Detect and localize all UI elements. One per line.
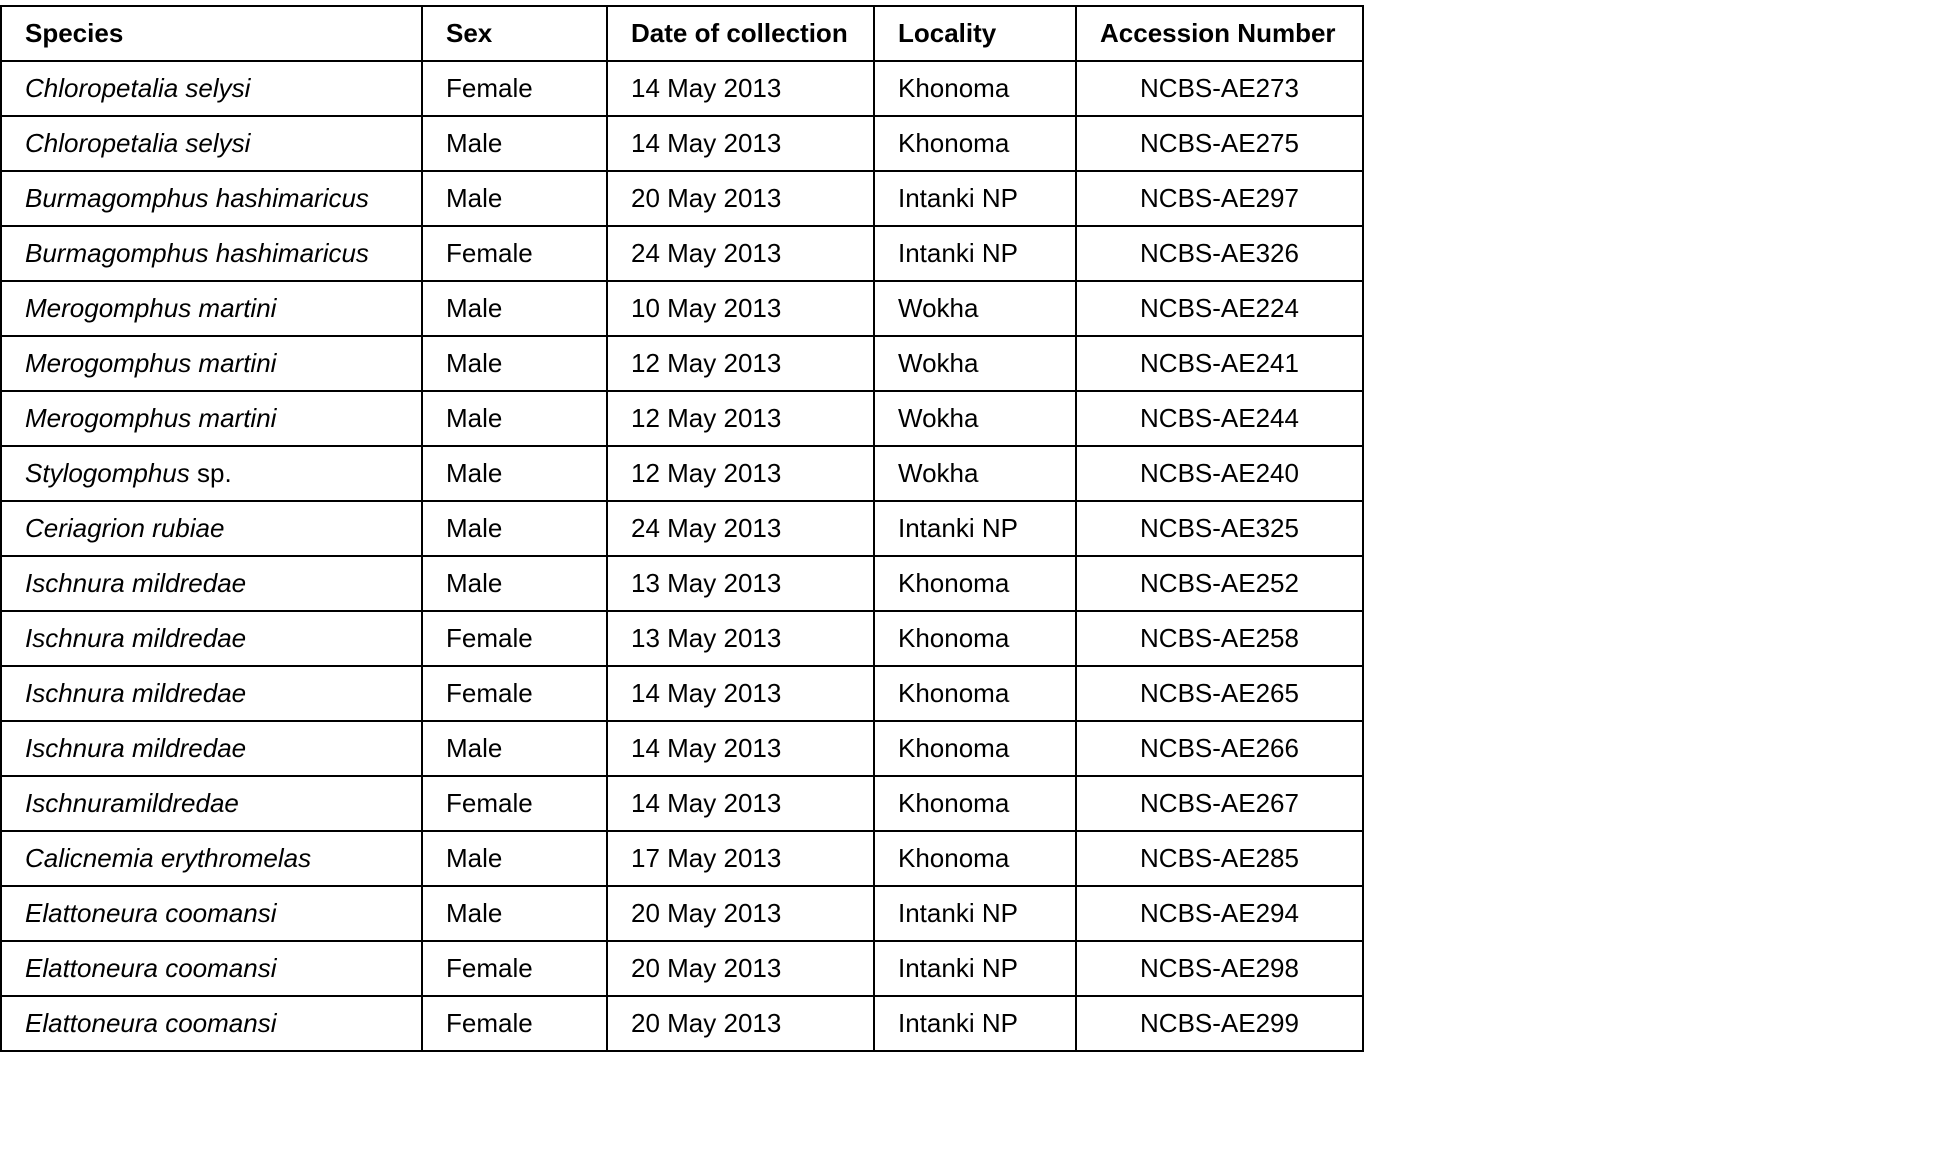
species-name: Elattoneura coomansi [25, 1008, 277, 1038]
table-row [1, 171, 1363, 226]
cell-accession-number: NCBS-AE294 [1076, 886, 1363, 941]
cell-date-of-collection: 12 May 2013 [607, 446, 874, 501]
cell-locality: Khonoma [874, 721, 1076, 776]
cell-locality: Khonoma [874, 666, 1076, 721]
cell-sex: Female [422, 666, 607, 721]
cell-species [1, 391, 422, 446]
cell-accession-number: NCBS-AE267 [1076, 776, 1363, 831]
cell-accession-number: NCBS-AE275 [1076, 116, 1363, 171]
species-name: Elattoneura coomansi [25, 898, 277, 928]
cell-sex: Male [422, 501, 607, 556]
cell-species [1, 776, 422, 831]
species-name: Ischnura mildredae [25, 733, 247, 763]
cell-locality: Wokha [874, 281, 1076, 336]
species-name: Ischnuramildredae [25, 788, 239, 818]
cell-date-of-collection: 13 May 2013 [607, 556, 874, 611]
header-sex: Sex [422, 6, 607, 61]
cell-locality: Wokha [874, 336, 1076, 391]
cell-accession-number: NCBS-AE224 [1076, 281, 1363, 336]
header-locality: Locality [874, 6, 1076, 61]
cell-sex: Male [422, 171, 607, 226]
cell-species [1, 996, 422, 1051]
table-row [1, 336, 1363, 391]
table-row [1, 666, 1363, 721]
table-row [1, 226, 1363, 281]
cell-locality: Intanki NP [874, 171, 1076, 226]
cell-accession-number: NCBS-AE297 [1076, 171, 1363, 226]
table-row [1, 611, 1363, 666]
species-name: Merogomphus martini [25, 348, 277, 378]
cell-date-of-collection: 13 May 2013 [607, 611, 874, 666]
table-row [1, 446, 1363, 501]
species-name: Stylogomphus [25, 458, 190, 488]
cell-date-of-collection: 12 May 2013 [607, 336, 874, 391]
cell-date-of-collection: 24 May 2013 [607, 226, 874, 281]
species-name: Ischnura mildredae [25, 568, 247, 598]
species-qualifier: sp. [189, 458, 232, 488]
cell-locality: Khonoma [874, 61, 1076, 116]
cell-species [1, 611, 422, 666]
table-row [1, 886, 1363, 941]
cell-date-of-collection: 14 May 2013 [607, 666, 874, 721]
cell-date-of-collection: 20 May 2013 [607, 171, 874, 226]
cell-date-of-collection: 20 May 2013 [607, 941, 874, 996]
cell-locality: Intanki NP [874, 996, 1076, 1051]
cell-date-of-collection: 14 May 2013 [607, 776, 874, 831]
cell-locality: Intanki NP [874, 941, 1076, 996]
table-row [1, 941, 1363, 996]
table-row [1, 391, 1363, 446]
cell-locality: Intanki NP [874, 886, 1076, 941]
cell-date-of-collection: 20 May 2013 [607, 886, 874, 941]
table-body [1, 61, 1363, 1051]
cell-date-of-collection: 20 May 2013 [607, 996, 874, 1051]
cell-date-of-collection: 12 May 2013 [607, 391, 874, 446]
cell-sex: Male [422, 391, 607, 446]
cell-accession-number: NCBS-AE298 [1076, 941, 1363, 996]
cell-accession-number: NCBS-AE266 [1076, 721, 1363, 776]
table-row [1, 556, 1363, 611]
cell-species [1, 556, 422, 611]
cell-accession-number: NCBS-AE265 [1076, 666, 1363, 721]
cell-sex: Male [422, 721, 607, 776]
cell-locality: Khonoma [874, 776, 1076, 831]
cell-sex: Female [422, 611, 607, 666]
cell-sex: Female [422, 996, 607, 1051]
cell-species [1, 171, 422, 226]
species-name: Merogomphus martini [25, 293, 277, 323]
cell-locality: Wokha [874, 391, 1076, 446]
cell-sex: Female [422, 226, 607, 281]
cell-date-of-collection: 10 May 2013 [607, 281, 874, 336]
species-name: Ischnura mildredae [25, 678, 247, 708]
table-row [1, 831, 1363, 886]
cell-species [1, 336, 422, 391]
table-row [1, 776, 1363, 831]
cell-species [1, 116, 422, 171]
cell-date-of-collection: 14 May 2013 [607, 721, 874, 776]
cell-species [1, 941, 422, 996]
cell-locality: Khonoma [874, 556, 1076, 611]
header-date-of-collection: Date of collection [607, 6, 874, 61]
cell-species [1, 666, 422, 721]
table-header-row [1, 6, 1363, 61]
cell-accession-number: NCBS-AE325 [1076, 501, 1363, 556]
species-name: Chloropetalia selysi [25, 128, 251, 158]
cell-sex: Male [422, 446, 607, 501]
cell-species [1, 226, 422, 281]
cell-species [1, 886, 422, 941]
table-row [1, 281, 1363, 336]
cell-accession-number: NCBS-AE241 [1076, 336, 1363, 391]
cell-accession-number: NCBS-AE244 [1076, 391, 1363, 446]
cell-accession-number: NCBS-AE273 [1076, 61, 1363, 116]
cell-species [1, 61, 422, 116]
cell-locality: Wokha [874, 446, 1076, 501]
cell-date-of-collection: 17 May 2013 [607, 831, 874, 886]
cell-locality: Khonoma [874, 611, 1076, 666]
cell-species [1, 446, 422, 501]
cell-accession-number: NCBS-AE252 [1076, 556, 1363, 611]
header-species: Species [1, 6, 422, 61]
table-row [1, 116, 1363, 171]
cell-accession-number: NCBS-AE240 [1076, 446, 1363, 501]
species-name: Ischnura mildredae [25, 623, 247, 653]
cell-sex: Male [422, 281, 607, 336]
species-name: Ceriagrion rubiae [25, 513, 225, 543]
cell-date-of-collection: 14 May 2013 [607, 61, 874, 116]
table-row [1, 61, 1363, 116]
cell-accession-number: NCBS-AE285 [1076, 831, 1363, 886]
cell-accession-number: NCBS-AE258 [1076, 611, 1363, 666]
cell-locality: Khonoma [874, 831, 1076, 886]
table-row [1, 721, 1363, 776]
header-accession-number: Accession Number [1076, 6, 1363, 61]
cell-accession-number: NCBS-AE299 [1076, 996, 1363, 1051]
cell-sex: Male [422, 336, 607, 391]
cell-sex: Female [422, 776, 607, 831]
cell-sex: Male [422, 556, 607, 611]
species-name: Calicnemia erythromelas [25, 843, 312, 873]
table-row [1, 996, 1363, 1051]
species-name: Burmagomphus hashimaricus [25, 183, 369, 213]
cell-locality: Intanki NP [874, 226, 1076, 281]
cell-locality: Intanki NP [874, 501, 1076, 556]
cell-species [1, 281, 422, 336]
cell-locality: Khonoma [874, 116, 1076, 171]
cell-accession-number: NCBS-AE326 [1076, 226, 1363, 281]
species-name: Burmagomphus hashimaricus [25, 238, 369, 268]
cell-species [1, 831, 422, 886]
cell-species [1, 721, 422, 776]
cell-sex: Male [422, 831, 607, 886]
cell-sex: Male [422, 116, 607, 171]
table-row [1, 501, 1363, 556]
species-name: Merogomphus martini [25, 403, 277, 433]
cell-sex: Female [422, 61, 607, 116]
cell-sex: Female [422, 941, 607, 996]
cell-date-of-collection: 24 May 2013 [607, 501, 874, 556]
cell-species [1, 501, 422, 556]
specimen-table [0, 5, 1364, 1052]
species-name: Elattoneura coomansi [25, 953, 277, 983]
cell-sex: Male [422, 886, 607, 941]
species-name: Chloropetalia selysi [25, 73, 251, 103]
cell-date-of-collection: 14 May 2013 [607, 116, 874, 171]
